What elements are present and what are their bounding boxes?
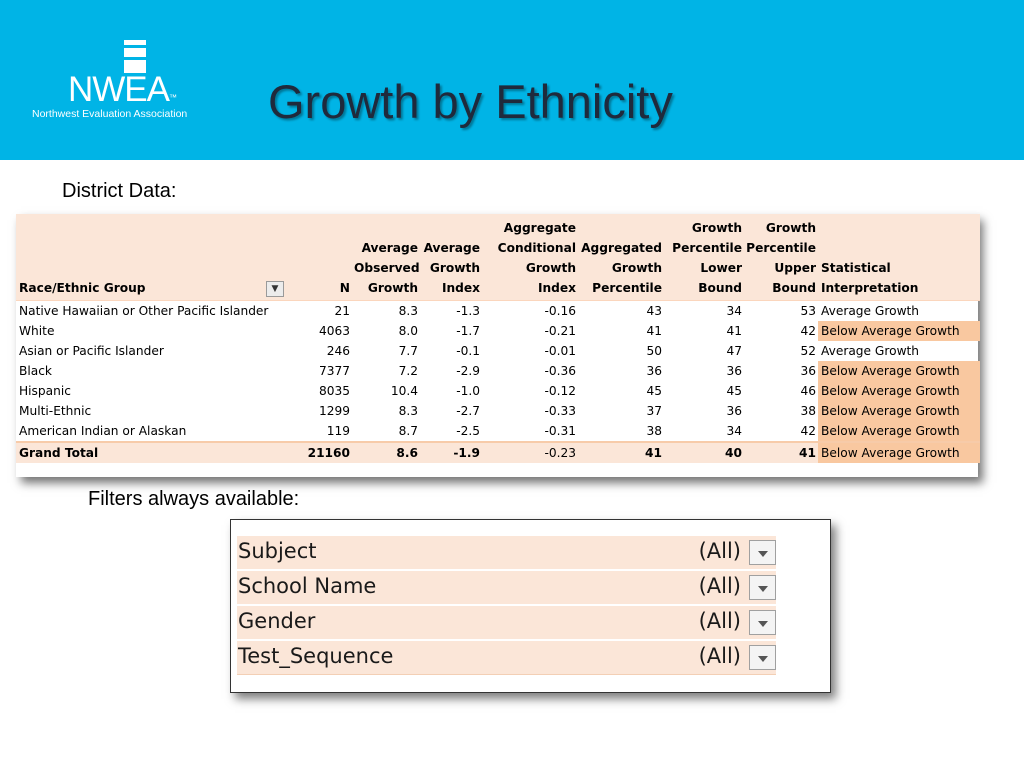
filter-label: School Name bbox=[238, 574, 377, 598]
cell-upper-bound: 38 bbox=[800, 404, 816, 418]
cell-n: 21160 bbox=[290, 442, 352, 463]
dropdown-arrow-icon[interactable] bbox=[749, 575, 776, 600]
cell-group: Black bbox=[19, 364, 52, 378]
cell-n: 246 bbox=[326, 344, 350, 358]
cell-upper-bound: 36 bbox=[800, 364, 816, 378]
cell-agg-percentile: 45 bbox=[646, 384, 662, 398]
filter-value: (All) bbox=[698, 609, 741, 633]
cell-n: 8035 bbox=[318, 384, 350, 398]
cell-lower-bound: 34 bbox=[726, 304, 742, 318]
cell-agg-percentile: 41 bbox=[646, 324, 662, 338]
cell-avg-index: -1.3 bbox=[456, 304, 480, 318]
filter-row-gender bbox=[237, 606, 776, 639]
cell-interpretation: Below Average Growth bbox=[818, 361, 980, 381]
cell-avg-observed: 7.7 bbox=[398, 344, 418, 358]
logo-subtitle: Northwest Evaluation Association bbox=[32, 108, 188, 120]
cell-upper-bound: 41 bbox=[744, 442, 818, 463]
cell-interpretation: Below Average Growth bbox=[818, 401, 980, 421]
cell-interpretation: Below Average Growth bbox=[818, 442, 980, 463]
growth-table bbox=[16, 214, 980, 463]
table-row bbox=[16, 341, 980, 361]
cell-group: Multi-Ethnic bbox=[19, 404, 92, 418]
filter-funnel-icon[interactable]: ▼ bbox=[266, 281, 284, 297]
cell-lower-bound: 41 bbox=[726, 324, 742, 338]
cell-avg-index: -1.0 bbox=[456, 384, 480, 398]
logo-bar-2 bbox=[124, 48, 146, 57]
cell-group: Hispanic bbox=[19, 384, 71, 398]
col-header-lower-bound: Growth Percentile Lower Bound bbox=[664, 214, 744, 301]
cell-avg-index: -1.9 bbox=[420, 442, 482, 463]
cell-lower-bound: 45 bbox=[726, 384, 742, 398]
filter-value: (All) bbox=[698, 574, 741, 598]
cell-interpretation: Below Average Growth bbox=[818, 381, 980, 401]
filter-row-subject bbox=[237, 536, 776, 569]
cell-interpretation: Below Average Growth bbox=[818, 321, 980, 341]
cell-group: Native Hawaiian or Other Pacific Islander bbox=[19, 304, 269, 318]
dropdown-arrow-icon[interactable] bbox=[749, 645, 776, 670]
nwea-logo bbox=[30, 40, 210, 130]
cell-agg-percentile: 38 bbox=[646, 424, 662, 438]
table-row bbox=[16, 401, 980, 421]
cell-agg-conditional: -0.23 bbox=[482, 442, 578, 463]
filters-panel bbox=[230, 519, 831, 693]
col-header-label: Race/Ethnic Group bbox=[19, 281, 146, 295]
table-row bbox=[16, 421, 980, 442]
filter-label: Test_Sequence bbox=[238, 644, 394, 668]
filter-row-school-name bbox=[237, 571, 776, 604]
dropdown-arrow-icon[interactable] bbox=[749, 540, 776, 565]
logo-bar-1 bbox=[124, 40, 146, 45]
cell-agg-percentile: 36 bbox=[646, 364, 662, 378]
cell-n: 21 bbox=[334, 304, 350, 318]
cell-upper-bound: 52 bbox=[800, 344, 816, 358]
cell-avg-observed: 8.3 bbox=[398, 304, 418, 318]
cell-agg-conditional: -0.36 bbox=[544, 364, 576, 378]
cell-avg-index: -2.9 bbox=[456, 364, 480, 378]
cell-n: 1299 bbox=[318, 404, 350, 418]
cell-agg-percentile: 50 bbox=[646, 344, 662, 358]
col-header-upper-bound: Growth Percentile Upper Bound bbox=[744, 214, 818, 301]
cell-interpretation: Average Growth bbox=[821, 344, 920, 358]
dropdown-arrow-icon[interactable] bbox=[749, 610, 776, 635]
filters-divider bbox=[237, 674, 776, 675]
filter-label: Gender bbox=[238, 609, 316, 633]
cell-agg-conditional: -0.16 bbox=[544, 304, 576, 318]
cell-agg-percentile: 43 bbox=[646, 304, 662, 318]
logo-wordmark: NWEA bbox=[68, 70, 169, 109]
col-header-agg-percentile: Aggregated Growth Percentile bbox=[578, 214, 664, 301]
cell-agg-conditional: -0.12 bbox=[544, 384, 576, 398]
col-header-group[interactable] bbox=[16, 214, 290, 301]
cell-lower-bound: 47 bbox=[726, 344, 742, 358]
cell-group: White bbox=[19, 324, 55, 338]
cell-avg-observed: 10.4 bbox=[390, 384, 418, 398]
cell-agg-percentile: 37 bbox=[646, 404, 662, 418]
filter-value: (All) bbox=[698, 539, 741, 563]
table-row bbox=[16, 321, 980, 341]
cell-avg-index: -1.7 bbox=[456, 324, 480, 338]
district-pivot-table bbox=[16, 214, 978, 477]
cell-agg-percentile: 41 bbox=[578, 442, 664, 463]
cell-avg-observed: 8.6 bbox=[352, 442, 420, 463]
cell-interpretation: Average Growth bbox=[821, 304, 920, 318]
cell-avg-observed: 8.7 bbox=[398, 424, 418, 438]
col-header-avg-index: Average Growth Index bbox=[420, 214, 482, 301]
cell-agg-conditional: -0.31 bbox=[544, 424, 576, 438]
header-banner bbox=[0, 0, 1024, 160]
cell-upper-bound: 42 bbox=[800, 424, 816, 438]
table-row bbox=[16, 301, 980, 322]
cell-agg-conditional: -0.33 bbox=[544, 404, 576, 418]
cell-group: Grand Total bbox=[16, 442, 290, 463]
cell-agg-conditional: -0.21 bbox=[544, 324, 576, 338]
col-header-interpretation: Statistical Interpretation bbox=[818, 214, 980, 301]
cell-lower-bound: 36 bbox=[726, 364, 742, 378]
filter-value: (All) bbox=[698, 644, 741, 668]
grand-total-row bbox=[16, 442, 980, 463]
cell-n: 4063 bbox=[318, 324, 350, 338]
cell-group: Asian or Pacific Islander bbox=[19, 344, 164, 358]
cell-interpretation: Below Average Growth bbox=[818, 421, 980, 442]
cell-avg-index: -0.1 bbox=[456, 344, 480, 358]
logo-trademark: ™ bbox=[169, 93, 177, 102]
filters-caption: Filters always available: bbox=[88, 488, 300, 510]
table-header-row bbox=[16, 214, 980, 301]
cell-upper-bound: 46 bbox=[800, 384, 816, 398]
col-header-agg-conditional: Aggregate Conditional Growth Index bbox=[482, 214, 578, 301]
cell-avg-index: -2.7 bbox=[456, 404, 480, 418]
cell-avg-observed: 7.2 bbox=[398, 364, 418, 378]
cell-agg-conditional: -0.01 bbox=[544, 344, 576, 358]
slide-title: Growth by Ethnicity bbox=[268, 75, 673, 128]
district-data-caption: District Data: bbox=[62, 180, 177, 202]
col-header-n: N bbox=[290, 214, 352, 301]
cell-avg-observed: 8.0 bbox=[398, 324, 418, 338]
cell-avg-observed: 8.3 bbox=[398, 404, 418, 418]
cell-n: 119 bbox=[326, 424, 350, 438]
filter-row-test-sequence bbox=[237, 641, 776, 674]
cell-lower-bound: 40 bbox=[664, 442, 744, 463]
col-header-avg-observed: Average Observed Growth bbox=[352, 214, 420, 301]
filter-label: Subject bbox=[238, 539, 317, 563]
cell-avg-index: -2.5 bbox=[456, 424, 480, 438]
cell-n: 7377 bbox=[318, 364, 350, 378]
cell-group: American Indian or Alaskan bbox=[19, 424, 187, 438]
cell-upper-bound: 53 bbox=[800, 304, 816, 318]
cell-lower-bound: 36 bbox=[726, 404, 742, 418]
table-row bbox=[16, 361, 980, 381]
cell-lower-bound: 34 bbox=[726, 424, 742, 438]
table-row bbox=[16, 381, 980, 401]
cell-upper-bound: 42 bbox=[800, 324, 816, 338]
